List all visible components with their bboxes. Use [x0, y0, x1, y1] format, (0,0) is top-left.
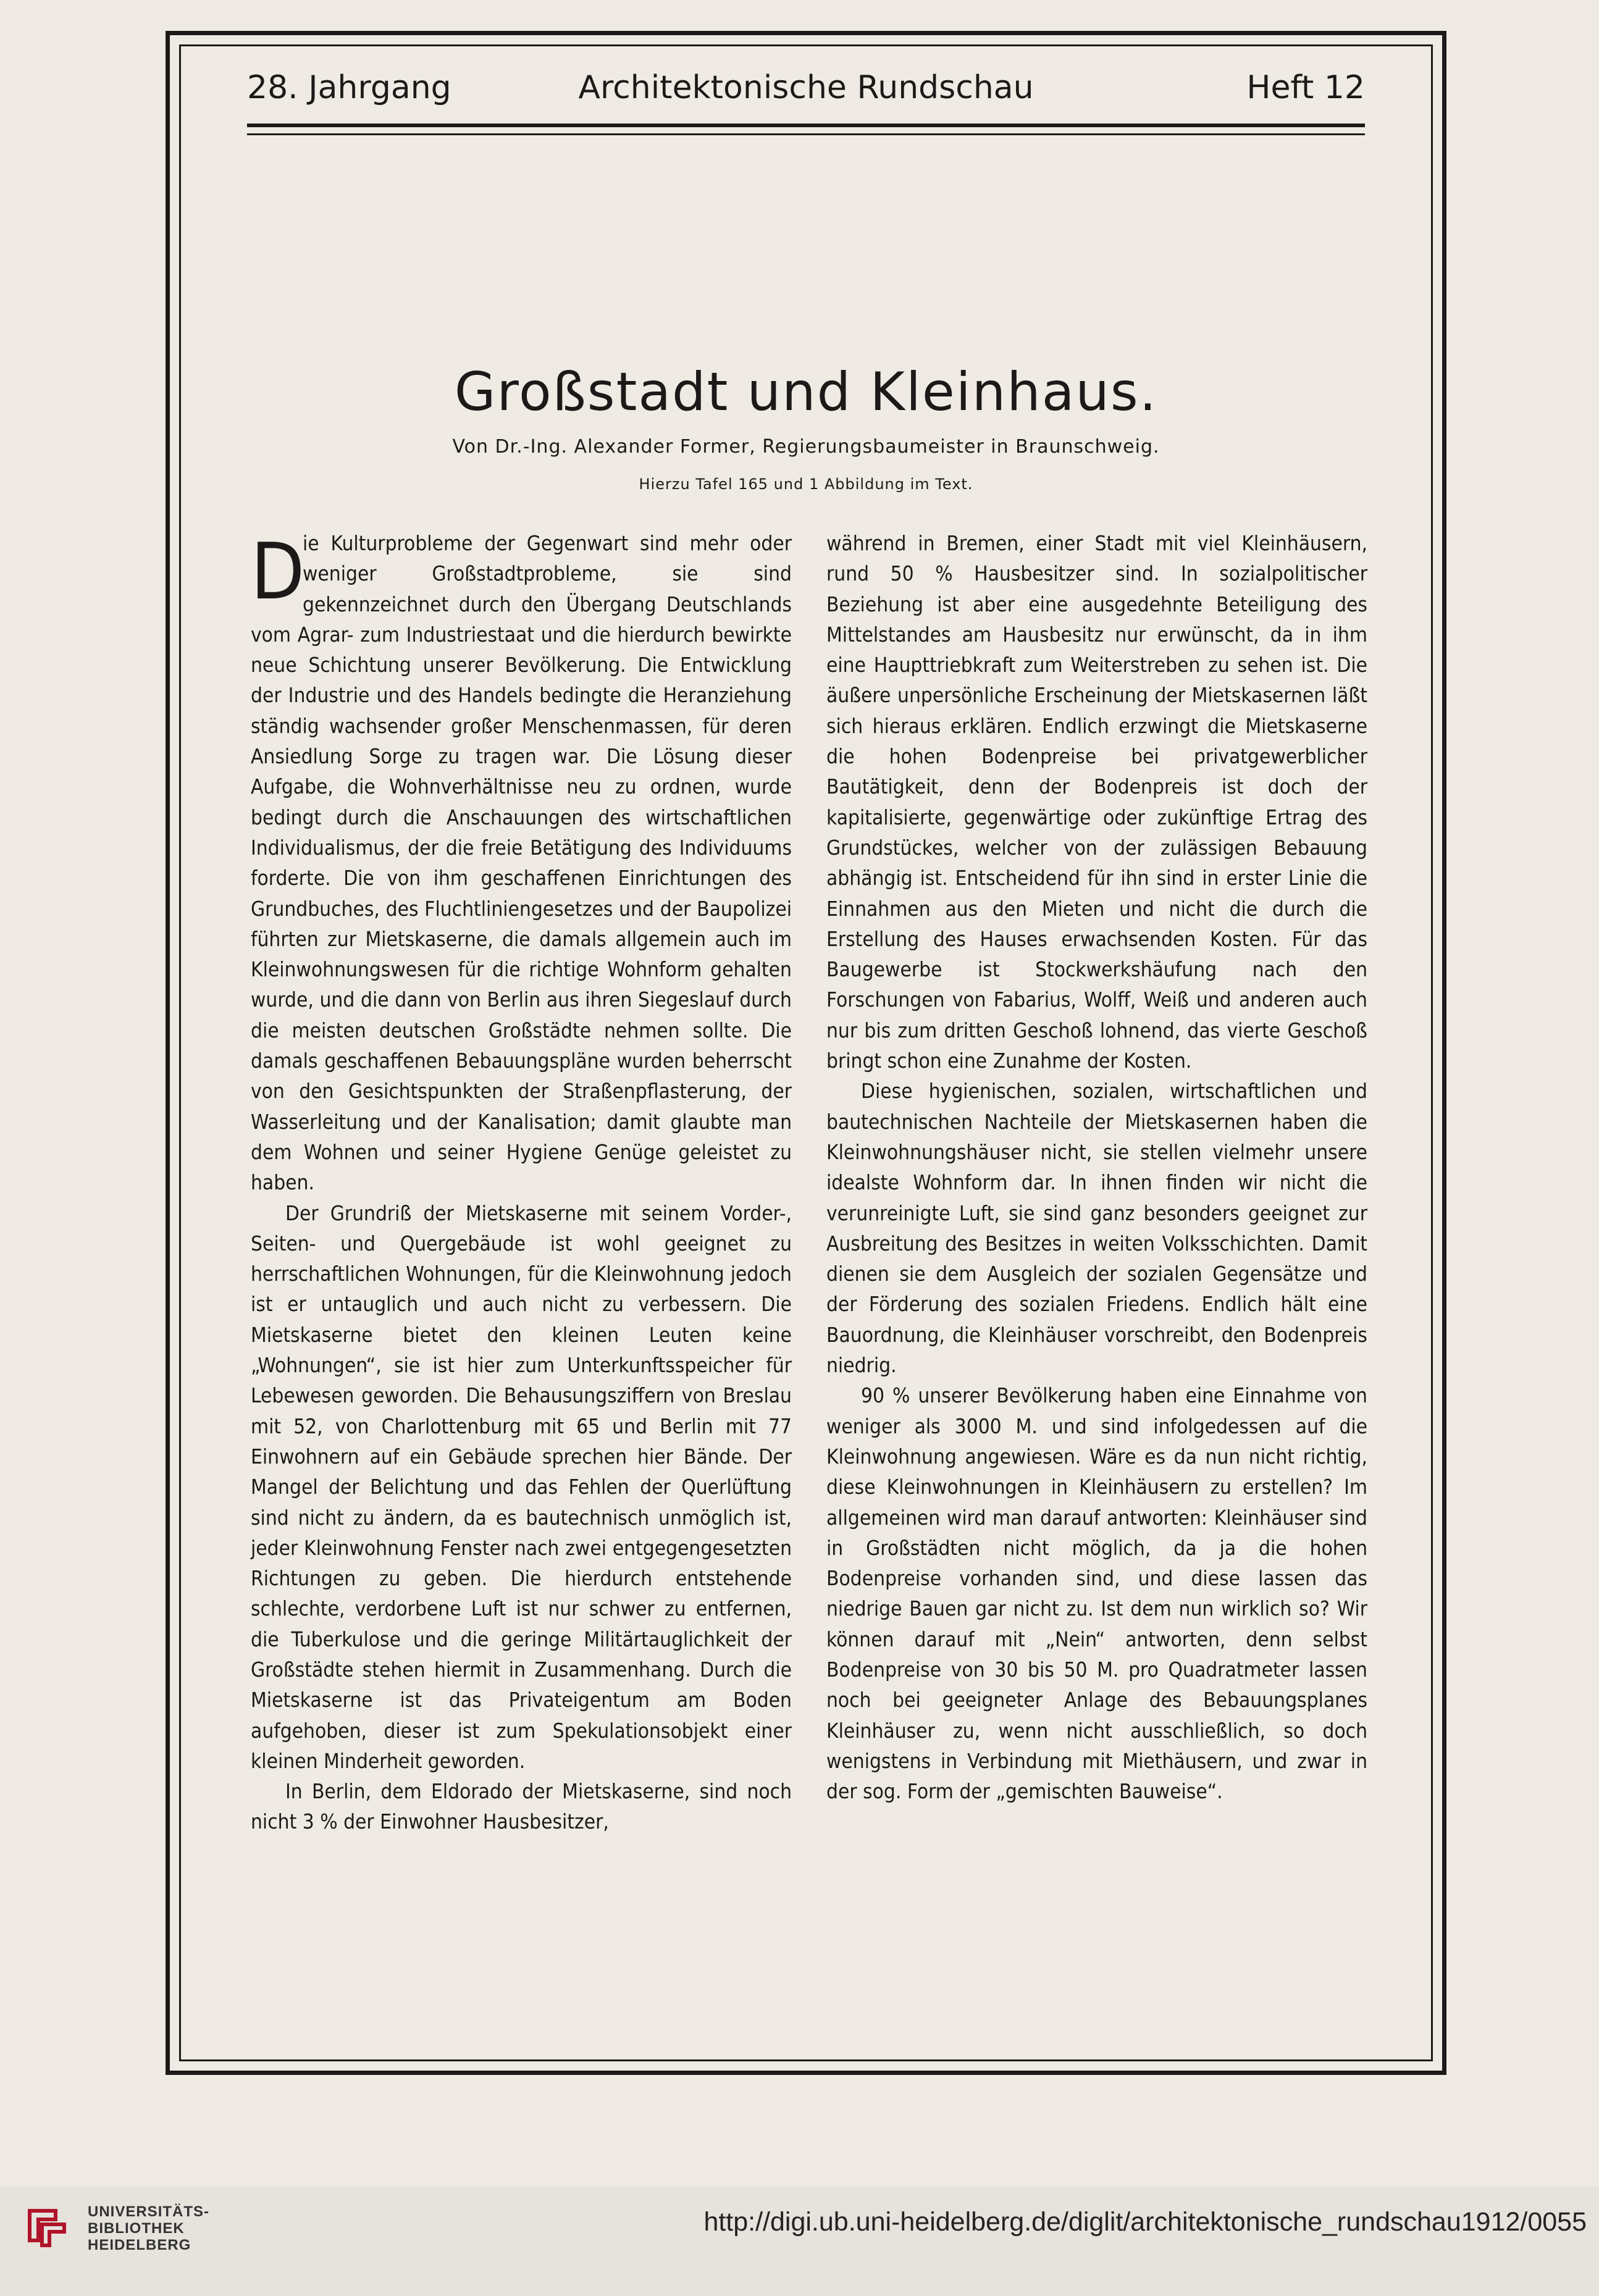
running-header [247, 62, 1365, 124]
paragraph: Diese hygienischen, sozialen, wirtschaftlichen und bautechnischen Nachteile der Mietskasernen haben die Kleinwohnungshäuser nicht, sie stellen vielmehr unsere idealste Wohnform dar. In ihnen finden wir nicht die verunreinigte Luft, sie sind ganz besonders geeignet zur Ausbreitung des Besitzes in weiten Volksschichten. Damit dienen sie dem Ausgleich der sozialen Gegensätze und der Förderung des sozialen Friedens. Endlich hält eine Bauordnung, die Kleinhäuser vorschreibt, den Bodenpreis niedrig. [826, 1079, 1367, 1378]
issue-label: Heft 12 [1246, 69, 1365, 106]
left-column [251, 528, 792, 1837]
volume-label: 28. Jahrgang [247, 69, 451, 106]
logo-line: UNIVERSITÄTS- [88, 2203, 210, 2220]
source-url-link[interactable]: http://digi.ub.uni-heidelberg.de/diglit/architektonische_rundschau1912/0055 [703, 2207, 1587, 2237]
header-rule-thick [247, 124, 1365, 127]
logo-line: BIBLIOTHEK [88, 2220, 185, 2237]
journal-title: Architektonische Rundschau [578, 69, 1034, 106]
paragraph: In Berlin, dem Eldorado der Mietskaserne, sind noch nicht 3 % der Einwohner Hausbesitzer, [251, 1779, 792, 1834]
header-rule-thin [247, 133, 1365, 135]
article-byline: Von Dr.-Ing. Alexander Former, Regierungsbaumeister in Braunschweig. [452, 436, 1160, 458]
drop-cap: D [251, 526, 305, 617]
article-title: Großstadt und Kleinhaus. [454, 361, 1158, 423]
paragraph: 90 % unserer Bevölkerung haben eine Einnahme von weniger als 3000 M. und sind infolgedessen auf die Kleinwohnung angewiesen. Wäre es da nun nicht richtig, diese Kleinwohnungen in Kleinhäusern zu erstellen? Im allgemeinen wird man darauf antworten: Kleinhäuser sind in Großstädten nicht möglich, da ja die hohen Bodenpreise vorhanden sind, und diese lassen das niedrige Bauen gar nicht zu. Ist dem nun wirklich so? Wir können darauf mit „Nein“ antworten, denn selbst Bodenpreise von 30 bis 50 M. pro Quadratmeter lassen noch bei geeigneter Anlage des Bebauungsplanes Kleinhäuser zu, wenn nicht ausschließlich, so doch wenigstens in Verbindung mit Miethäusern, und zwar in der sog. Form der „gemischten Bauweise“. [826, 1383, 1367, 1804]
paragraph: Der Grundriß der Mietskaserne mit seinem Vorder-, Seiten- und Quergebäude ist wohl geeignet zu herrschaftlichen Wohnungen, für die Kleinwohnung jedoch ist er untauglich und auch nicht zu verbessern. Die Mietskaserne bietet den kleinen Leuten keine „Wohnungen“, sie ist hier zum Unterkunftsspeicher für Lebewesen geworden. Die Behausungsziffern von Breslau mit 52, von Charlottenburg mit 65 und Berlin mit 77 Einwohnern auf ein Gebäude sprechen hier Bände. Der Mangel der Belichtung und das Fehlen der Querlüftung sind nicht zu ändern, da es bautechnisch unmöglich ist, jeder Kleinwohnung Fenster nach zwei entgegengesetzten Richtungen zu geben. Die hierdurch entstehende schlechte, verdorbene Luft ist nur schwer zu entfernen, die Tuberkulose und die geringe Militärtauglichkeit der Großstädte stehen hiermit in Zusammenhang. Durch die Mietskaserne ist das Privateigentum am Boden aufgehoben, dieser ist zum Spekulationsobjekt einer kleinen Minderheit geworden. [251, 1200, 792, 1773]
paragraph [251, 528, 792, 1198]
right-column [826, 528, 1367, 1806]
library-logo-text[interactable] [88, 2203, 209, 2253]
footer-bar [0, 2186, 1599, 2296]
library-logo-icon[interactable] [17, 2197, 73, 2253]
article-note: Hierzu Tafel 165 und 1 Abbildung im Text. [639, 476, 973, 493]
paragraph-text: ie Kulturprobleme der Gegenwart sind mehr oder weniger Großstadtprobleme, sie sind gekennzeichnet durch den Übergang Deutschlands vom Agrar- zum Industriestaat und die hierdurch bewirkte neue Schichtung unserer Bevölkerung. Die Entwicklung der Industrie und des Handels bedingte die Heranziehung ständig wachsender großer Menschenmassen, für deren Ansiedlung Sorge zu tragen war. Die Lösung dieser Aufgabe, die Wohnverhältnisse neu zu ordnen, wurde bedingt durch die Anschauungen des wirtschaftlichen Individualismus, der die freie Betätigung des Individuums forderte. Die von ihm geschaffenen Einrichtungen des Grundbuches, des Fluchtliniengesetzes und der Baupolizei führten zur Mietskaserne, die damals allgemein auch im Kleinwohnungswesen für die richtige Wohnform gehalten wurde, und die dann von Berlin aus ihren Siegeslauf durch die meisten deutschen Großstädte nehmen sollte. Die damals geschaffenen Bebauungspläne wurden beherrscht von den Gesichtspunkten der Straßenpflasterung, der Wasserleitung und der Kanalisation; damit glaubte man dem Wohnen und seiner Hygiene Genüge geleistet zu haben. [251, 531, 792, 1195]
logo-line: HEIDELBERG [88, 2237, 191, 2253]
paragraph: während in Bremen, einer Stadt mit viel Kleinhäusern, rund 50 % Hausbesitzer sind. In sozialpolitischer Beziehung ist aber eine ausgedehnte Beteiligung des Mittelstandes am Hausbesitz nur erwünscht, da in ihm eine Haupttriebkraft zum Weiterstreben zu sehen ist. Die äußere unpersönliche Erscheinung der Mietskasernen läßt sich hieraus erklären. Endlich erzwingt die Mietskaserne die hohen Bodenpreise bei privatgewerblicher Bautätigkeit, denn der Bodenpreis ist doch der kapitalisierte, gegenwärtige oder zukünftige Ertrag des Grundstückes, welcher von der zulässigen Bebauung abhängig ist. Entscheidend für ihn sind in erster Linie die Einnahmen aus den Mieten und nicht die durch die Erstellung des Hauses erwachsenden Kosten. Für das Baugewerbe ist Stockwerkshäufung nach den Forschungen von Fabarius, Wolff, Weiß und anderen auch nur bis zum dritten Geschoß lohnend, das vierte Geschoß bringt schon eine Zunahme der Kosten. [826, 531, 1367, 1073]
